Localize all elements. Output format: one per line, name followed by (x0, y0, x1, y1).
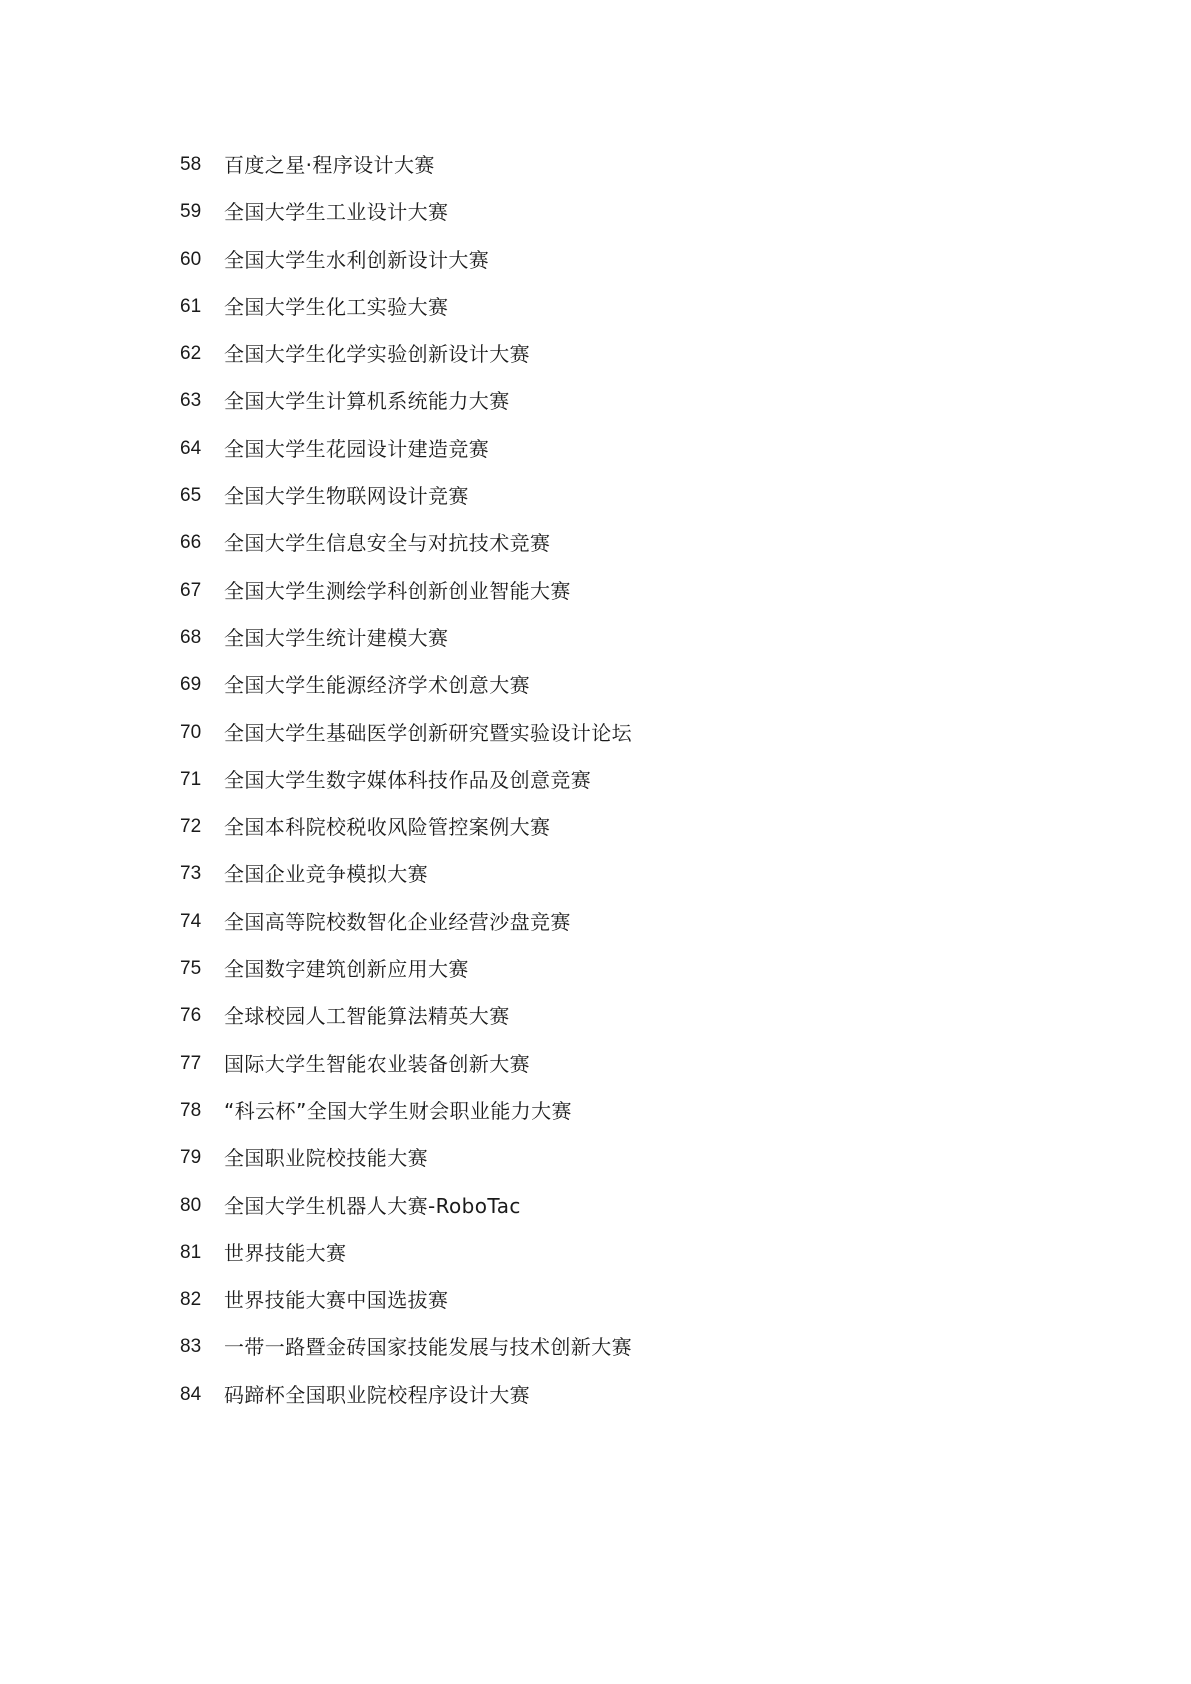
item-number: 76 (180, 1005, 202, 1027)
list-item (180, 340, 1080, 387)
list-item (180, 766, 1080, 813)
list-item (180, 1239, 1080, 1286)
item-number: 63 (180, 390, 202, 412)
list-item (180, 577, 1080, 624)
item-name: 全国大学生机器人大赛-RoboTac (224, 1193, 521, 1218)
item-number: 58 (180, 154, 202, 175)
list-item (180, 1192, 1080, 1239)
item-number: 60 (180, 248, 202, 270)
item-name: 全国大学生数字媒体科技作品及创意竞赛 (224, 767, 592, 792)
item-name: 全国大学生信息安全与对抗技术竞赛 (224, 531, 551, 556)
item-number: 71 (180, 768, 202, 790)
item-name: 全国大学生计算机系统能力大赛 (224, 389, 510, 414)
list-item (180, 1286, 1080, 1333)
item-name: 全球校园人工智能算法精英大赛 (224, 1004, 510, 1029)
item-number: 64 (180, 437, 202, 459)
list-item (180, 719, 1080, 766)
item-name: 世界技能大赛 (224, 1240, 347, 1265)
item-number: 83 (180, 1336, 202, 1358)
item-number: 69 (180, 674, 202, 696)
item-name: 码蹄杯全国职业院校程序设计大赛 (224, 1382, 530, 1407)
list-item (180, 1144, 1080, 1191)
list-item (180, 151, 1080, 198)
list-item (180, 293, 1080, 340)
item-name: “科云杯”全国大学生财会职业能力大赛 (224, 1098, 572, 1123)
item-number: 67 (180, 579, 202, 601)
list-item (180, 624, 1080, 671)
item-name: 国际大学生智能农业装备创新大赛 (224, 1051, 530, 1076)
item-number: 80 (180, 1194, 202, 1216)
list-item (180, 671, 1080, 718)
item-number: 68 (180, 626, 202, 648)
list-item (180, 529, 1080, 576)
list-item (180, 813, 1080, 860)
list-item (180, 1381, 1080, 1428)
list-item (180, 246, 1080, 293)
item-name: 全国大学生统计建模大赛 (224, 625, 449, 650)
item-number: 78 (180, 1099, 202, 1121)
item-name: 全国大学生测绘学科创新创业智能大赛 (224, 578, 571, 603)
item-name: 全国大学生能源经济学术创意大赛 (224, 673, 530, 698)
item-number: 82 (180, 1289, 202, 1311)
list-item (180, 1050, 1080, 1097)
item-name: 百度之星·程序设计大赛 (224, 153, 435, 177)
list-item (180, 435, 1080, 482)
list-item (180, 1333, 1080, 1380)
item-name: 一带一路暨金砖国家技能发展与技术创新大赛 (224, 1335, 632, 1360)
item-name: 全国大学生基础医学创新研究暨实验设计论坛 (224, 720, 632, 745)
item-name: 全国数字建筑创新应用大赛 (224, 957, 469, 982)
list-item (180, 1002, 1080, 1049)
list-item (180, 1097, 1080, 1144)
item-number: 77 (180, 1052, 202, 1074)
item-number: 61 (180, 295, 202, 317)
item-number: 74 (180, 910, 202, 932)
item-number: 75 (180, 958, 202, 980)
item-number: 73 (180, 863, 202, 885)
list-item (180, 908, 1080, 955)
competition-list (180, 151, 1080, 1428)
list-item (180, 198, 1080, 245)
item-name: 全国大学生水利创新设计大赛 (224, 247, 490, 272)
item-name: 全国大学生花园设计建造竞赛 (224, 436, 490, 461)
item-number: 72 (180, 816, 202, 838)
list-item (180, 955, 1080, 1002)
list-item (180, 387, 1080, 434)
item-name: 全国大学生化工实验大赛 (224, 294, 449, 319)
item-name: 全国大学生物联网设计竞赛 (224, 484, 469, 509)
item-name: 全国高等院校数智化企业经营沙盘竞赛 (224, 909, 571, 934)
item-name: 全国本科院校税收风险管控案例大赛 (224, 815, 551, 840)
item-number: 62 (180, 343, 202, 365)
item-number: 65 (180, 485, 202, 507)
item-name: 全国企业竞争模拟大赛 (224, 862, 428, 887)
item-name: 全国大学生化学实验创新设计大赛 (224, 342, 530, 367)
item-number: 59 (180, 201, 202, 223)
list-item (180, 482, 1080, 529)
item-number: 79 (180, 1147, 202, 1169)
item-number: 84 (180, 1383, 202, 1405)
item-number: 81 (180, 1241, 202, 1263)
list-item (180, 860, 1080, 907)
item-name: 全国大学生工业设计大赛 (224, 200, 449, 225)
item-name: 世界技能大赛中国选拔赛 (224, 1288, 449, 1313)
item-number: 70 (180, 721, 202, 743)
item-name: 全国职业院校技能大赛 (224, 1146, 428, 1171)
item-number: 66 (180, 532, 202, 554)
